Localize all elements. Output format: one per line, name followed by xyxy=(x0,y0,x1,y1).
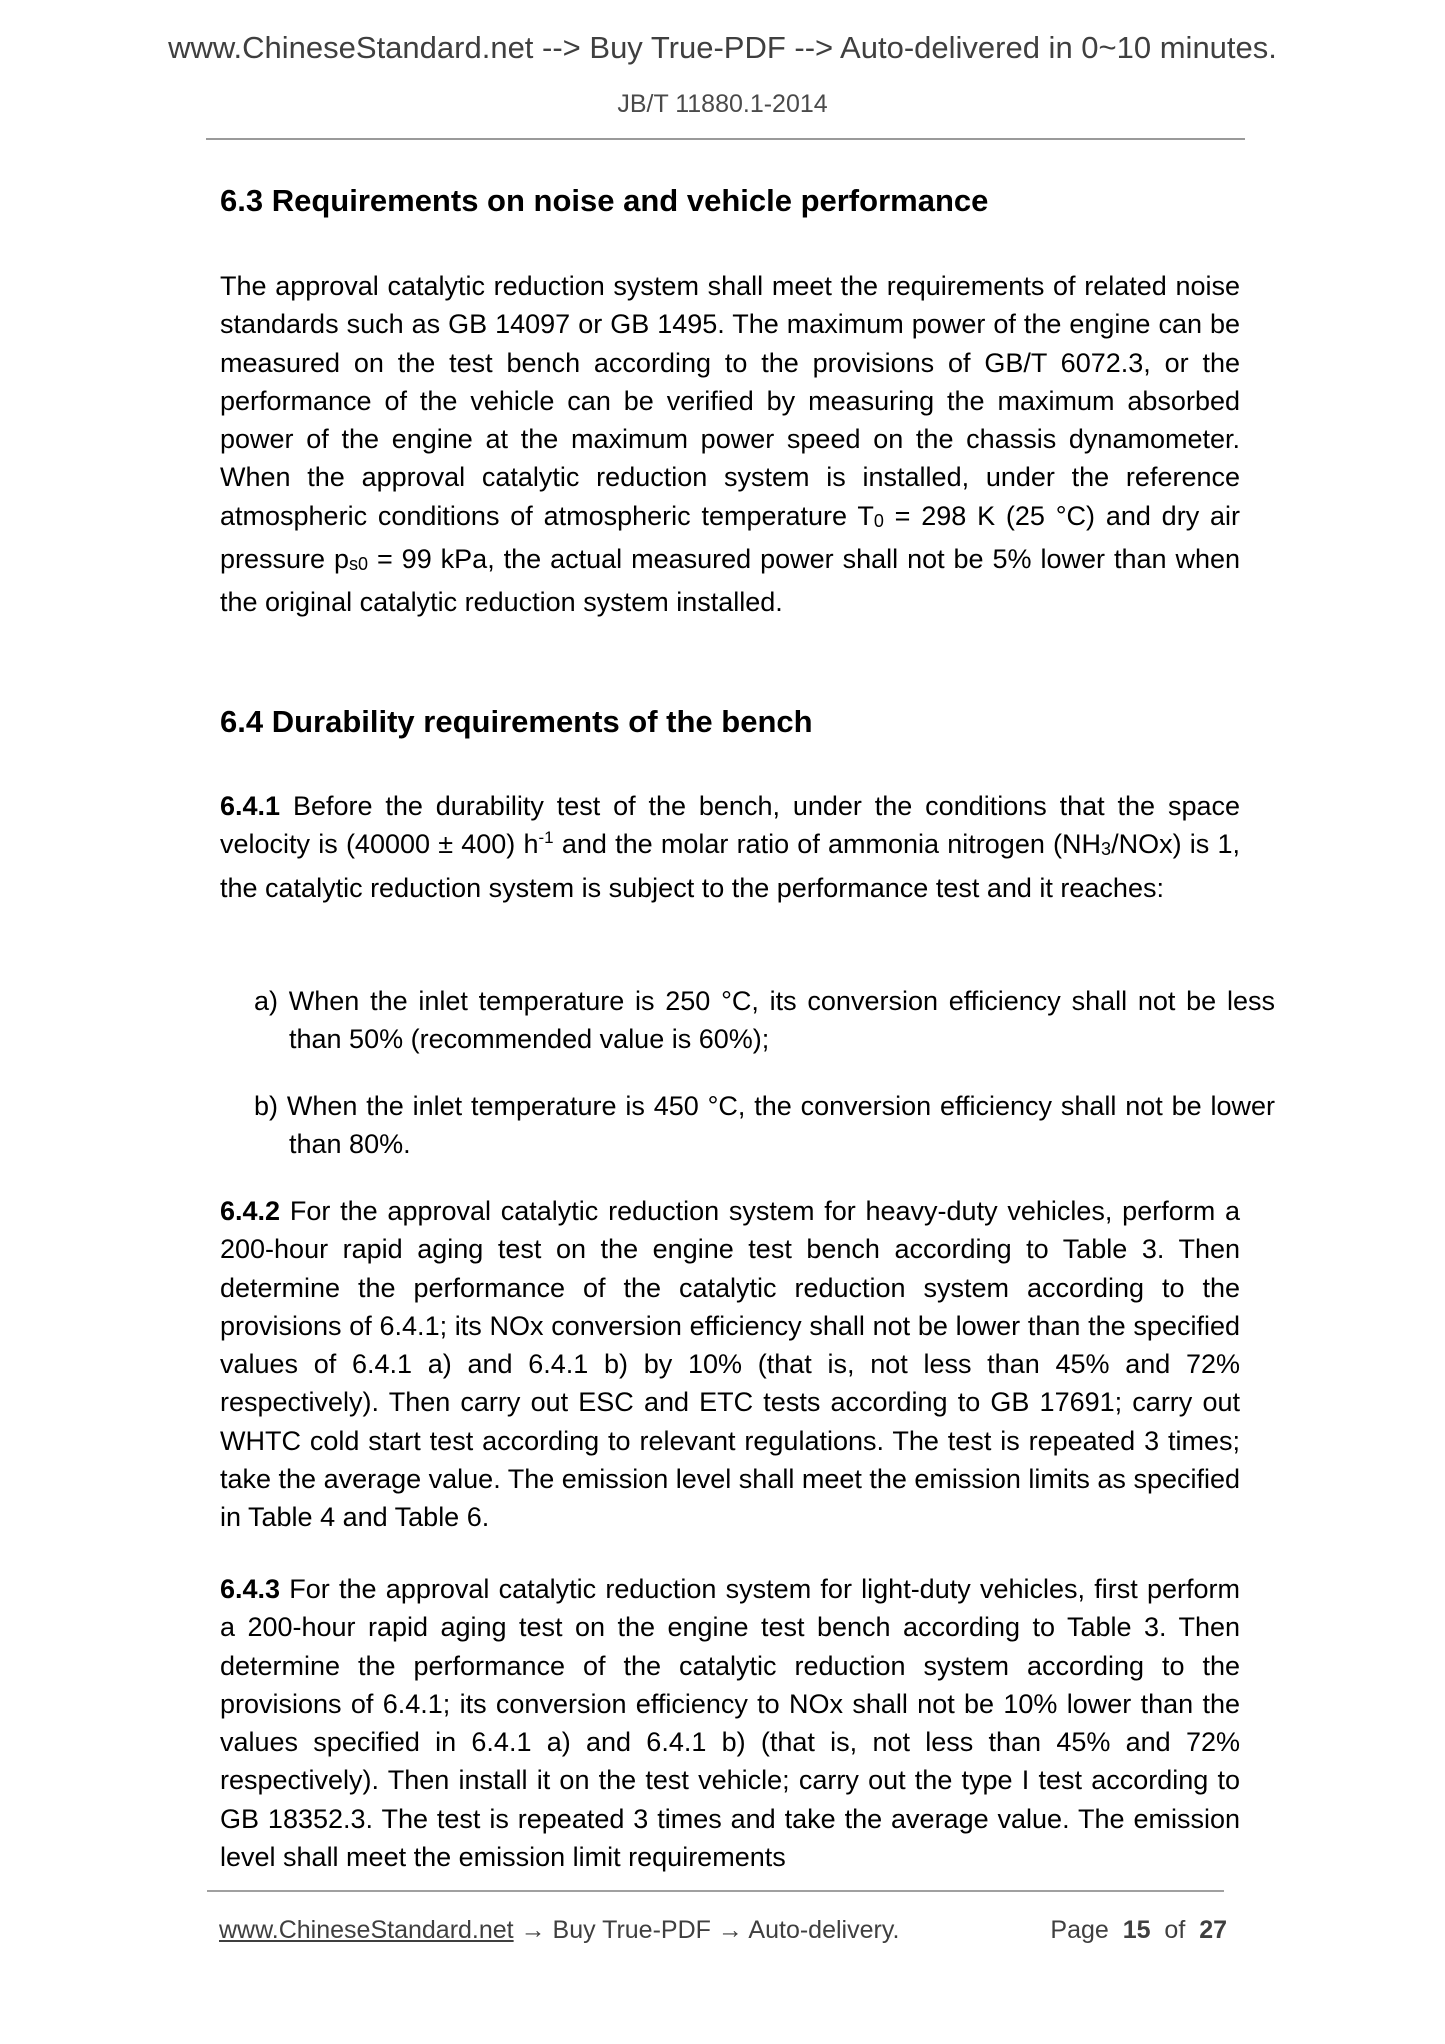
page-footer xyxy=(219,1916,1227,1945)
clause-6-4-3 xyxy=(220,1570,1240,1876)
footer-buy-text: Buy True-PDF xyxy=(552,1916,711,1944)
text-run: = 99 kPa, the actual measured power shall not be 5% lower than when the original catalytic reduction system installed. xyxy=(220,544,1240,618)
text-run: and the molar ratio of ammonia nitrogen (NH xyxy=(553,829,1102,860)
footer-divider xyxy=(207,1890,1224,1892)
section-heading-6-3: 6.3 Requirements on noise and vehicle performance xyxy=(220,183,989,218)
document-code: JB/T 11880.1-2014 xyxy=(617,90,828,118)
page-total: 27 xyxy=(1199,1916,1227,1944)
list-text: When the inlet temperature is 250 °C, its conversion efficiency shall not be less than 50% (recommended value is 60%); xyxy=(288,986,1275,1055)
list-marker: b) xyxy=(254,1091,279,1121)
list-item-a xyxy=(254,982,1275,1059)
text-run: = 298 K (25 °C) and dry air pressure p xyxy=(220,500,1241,575)
list-text: When the inlet temperature is 450 °C, the conversion efficiency shall not be lower than 80%. xyxy=(286,1091,1275,1160)
superscript: -1 xyxy=(538,828,554,848)
text-run: For the approval catalytic reduction system for heavy-duty vehicles, perform a 200-hour rapid aging test on the engine test bench according to Table 3. Then determine the performance of the catalytic reduction system according to the provisions of 6.4.1; its NOx conversion efficiency shall not be lower than the specified values of 6.4.1 a) and 6.4.1 b) by 10% (that is, not less than 45% and 72% respectively). Then carry out ESC and ETC tests according to GB 17691; carry out WHTC cold start test according to relevant regulations. The test is repeated 3 times; take the average value. The emission level shall meet the emission limits as specified in Table 4 and Table 6. xyxy=(220,1196,1241,1533)
list-marker: a) xyxy=(254,986,279,1016)
page-of: of xyxy=(1164,1916,1186,1944)
clause-6-4-1 xyxy=(220,787,1240,907)
section-heading-6-4: 6.4 Durability requirements of the bench xyxy=(220,704,813,739)
clause-number: 6.4.3 xyxy=(220,1574,281,1604)
subscript: 0 xyxy=(873,510,884,531)
text-run: /NOx) is 1, the catalytic reduction system is subject to the performance test and it reaches: xyxy=(220,829,1240,903)
arrow-right-icon: → xyxy=(513,1916,553,1944)
text-run: Before the durability test of the bench, under the conditions that the space velocity is (40000 ± 400) h xyxy=(220,791,1240,860)
clause-6-4-2 xyxy=(220,1192,1240,1537)
site-link[interactable]: www.ChineseStandard.net xyxy=(219,1916,514,1944)
arrow-right-icon: → xyxy=(710,1916,749,1944)
section-6-3-paragraph xyxy=(220,267,1240,622)
clause-number: 6.4.2 xyxy=(220,1196,281,1226)
list-item-b xyxy=(254,1087,1275,1164)
subscript: s0 xyxy=(349,554,369,575)
text-run: For the approval catalytic reduction system for light-duty vehicles, first perform a 200-hour rapid aging test on the engine test bench according to Table 3. Then determine the performance of the catalytic reduction system according to the provisions of 6.4.1; its conversion efficiency to NOx shall not be 10% lower than the values specified in 6.4.1 a) and 6.4.1 b) (that is, not less than 45% and 72% respectively). Then install it on the test vehicle; carry out the type I test according to GB 18352.3. The test is repeated 3 times and take the average value. The emission level shall meet the emission limit requirements xyxy=(220,1574,1240,1873)
page-current: 15 xyxy=(1122,1916,1151,1944)
footer-auto-text: Auto-delivery. xyxy=(748,1916,900,1944)
text-run: The approval catalytic reduction system shall meet the requirements of related noise standards such as GB 14097 or GB 1495. The maximum power of the engine can be measured on the test bench according to the provisions of GB/T 6072.3, or the performance of the vehicle can be verified by measuring the maximum absorbed power of the engine at the maximum power speed on the chassis dynamometer. When the approval catalytic reduction system is installed, under the reference atmospheric conditions of atmospheric temperature T xyxy=(220,271,1240,531)
clause-number: 6.4.1 xyxy=(220,791,281,821)
page-label: Page xyxy=(1050,1916,1109,1944)
page-indicator xyxy=(1050,1916,1227,1945)
top-banner: www.ChineseStandard.net --> Buy True-PDF --> Auto-delivered in 0~10 minutes. xyxy=(168,30,1277,65)
header-divider xyxy=(206,138,1245,140)
subscript: 3 xyxy=(1101,839,1112,860)
